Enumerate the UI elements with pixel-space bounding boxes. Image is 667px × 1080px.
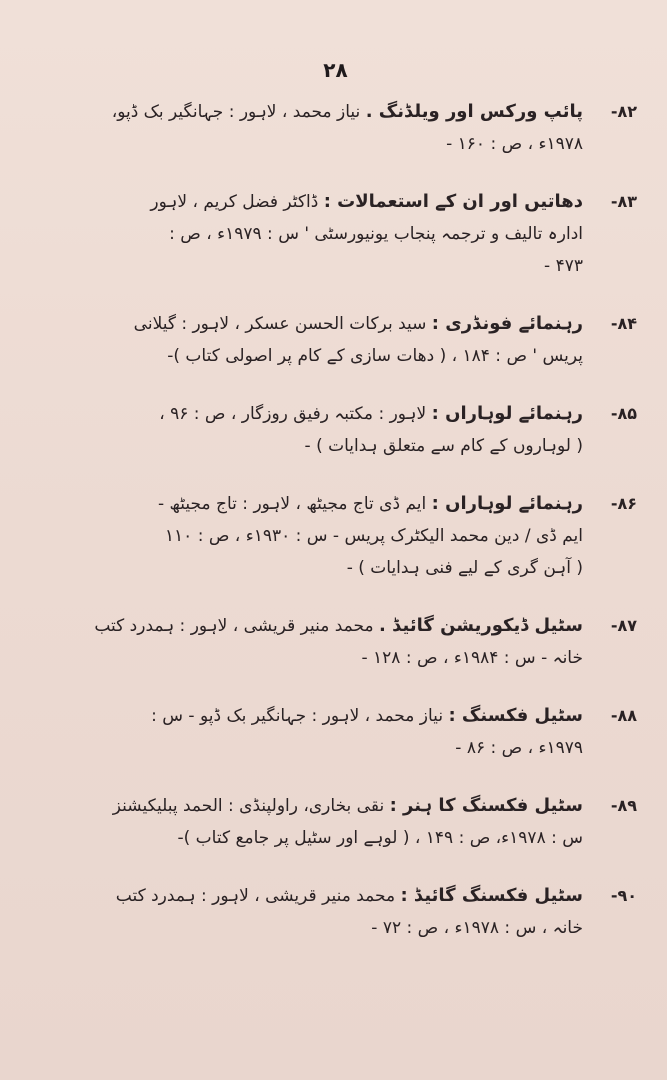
entry-body bbox=[34, 96, 583, 160]
entry-details: لاہور : مکتبہ رفیق روزگار ، ص : ۹۶ ، bbox=[159, 404, 427, 424]
bibliography-entry bbox=[34, 186, 637, 282]
entry-title: دھاتیں اور ان کے استعمالات : bbox=[323, 191, 583, 212]
bibliography-entry bbox=[34, 610, 637, 674]
entry-first-line bbox=[34, 700, 583, 732]
entry-continuation-line: خانہ ، س : ۱۹۷۸ء ، ص : ۷۲ - bbox=[371, 918, 583, 938]
entry-continuation-line: ( آہن گری کے لیے فنی ہدایات ) - bbox=[346, 558, 583, 578]
entry-body bbox=[34, 880, 583, 944]
entry-body bbox=[34, 610, 583, 674]
entry-title: سٹیل فکسنگ : bbox=[448, 705, 583, 726]
entry-details: نقی بخاری، راولپنڈی : الحمد پبلیکیشنز bbox=[112, 796, 385, 816]
entry-details: محمد منیر قریشی ، لاہور : ہمدرد کتب bbox=[94, 616, 374, 636]
entry-number: ۸۲- bbox=[610, 102, 637, 121]
entry-number: ۸۶- bbox=[610, 494, 637, 513]
entry-number: ۸۴- bbox=[610, 314, 637, 333]
entry-title: سٹیل فکسنگ کا ہنر : bbox=[389, 795, 583, 816]
entry-details: نیاز محمد ، لاہور : جہانگیر بک ڈپو، bbox=[111, 102, 361, 122]
entry-continuation-line: خانہ - س : ۱۹۸۴ء ، ص : ۱۲۸ - bbox=[361, 648, 583, 668]
bibliography-entry bbox=[34, 700, 637, 764]
entry-first-line bbox=[34, 308, 583, 340]
entry-body bbox=[34, 398, 583, 462]
entry-continuation-line: ادارہ تالیف و ترجمہ پنجاب یونیورسٹی ' س : ۱۹۷۹ء ، ص : bbox=[169, 224, 583, 244]
entry-details: محمد منیر قریشی ، لاہور : ہمدرد کتب bbox=[115, 886, 396, 906]
entry-title: پائپ ورکس اور ویلڈنگ . bbox=[365, 101, 583, 122]
bibliography-entry bbox=[34, 96, 637, 160]
entry-number: ۸۸- bbox=[610, 706, 637, 725]
entry-continuation-line: پریس ' ص : ۱۸۴ ، ( دھات سازی کے کام پر اصولی کتاب )- bbox=[167, 346, 583, 366]
entry-body bbox=[34, 186, 583, 282]
entry-continuation-line: ۱۹۷۹ء ، ص : ۸۶ - bbox=[455, 738, 583, 758]
bibliography-entry bbox=[34, 790, 637, 854]
bibliography-entry bbox=[34, 308, 637, 372]
entry-title: رہنمائے فونڈری : bbox=[431, 313, 583, 334]
entry-continuation-line: ایم ڈی / دین محمد الیکٹرک پریس - س : ۱۹۳۰ء ، ص : ۱۱۰ bbox=[164, 526, 583, 546]
entry-first-line bbox=[34, 398, 583, 430]
entry-body bbox=[34, 790, 583, 854]
entry-continuation-line: س : ۱۹۷۸ء، ص : ۱۴۹ ، ( لوہے اور سٹیل پر جامع کتاب )- bbox=[177, 828, 583, 848]
bibliography-entry bbox=[34, 488, 637, 584]
bibliography-entry bbox=[34, 398, 637, 462]
entry-first-line bbox=[34, 186, 583, 218]
page-number: ۲۸ bbox=[323, 58, 348, 82]
entry-first-line bbox=[34, 610, 583, 642]
entry-body bbox=[34, 488, 583, 584]
entry-continuation-line: ۴۷۳ - bbox=[544, 256, 583, 276]
entry-number: ۸۵- bbox=[610, 404, 637, 423]
entry-first-line bbox=[34, 96, 583, 128]
entry-first-line bbox=[34, 790, 583, 822]
entry-body bbox=[34, 700, 583, 764]
entry-number: ۸۹- bbox=[610, 796, 637, 815]
entry-body bbox=[34, 308, 583, 372]
bibliography-entry bbox=[34, 880, 637, 944]
entry-continuation-line: ( لوہاروں کے کام سے متعلق ہدایات ) - bbox=[304, 436, 583, 456]
entry-number: ۸۷- bbox=[610, 616, 637, 635]
entry-details: ایم ڈی تاج مجیٹھ ، لاہور : تاج مجیٹھ - bbox=[158, 494, 427, 514]
bibliography-list bbox=[34, 96, 637, 944]
entry-first-line bbox=[34, 880, 583, 912]
entry-continuation-line: ۱۹۷۸ء ، ص : ۱۶۰ - bbox=[446, 134, 583, 154]
entry-title: سٹیل ڈیکوریشن گائیڈ . bbox=[379, 615, 583, 636]
entry-number: ۹۰- bbox=[610, 886, 637, 905]
entry-first-line bbox=[34, 488, 583, 520]
entry-title: رہنمائے لوہاراں : bbox=[431, 403, 583, 424]
entry-details: نیاز محمد ، لاہور : جہانگیر بک ڈپو - س : bbox=[151, 706, 444, 726]
entry-title: رہنمائے لوہاراں : bbox=[431, 493, 583, 514]
entry-details: سید برکات الحسن عسکر ، لاہور : گیلانی bbox=[133, 314, 427, 334]
entry-details: ڈاکٹر فضل کریم ، لاہور bbox=[150, 192, 319, 212]
entry-number: ۸۳- bbox=[610, 192, 637, 211]
entry-title: سٹیل فکسنگ گائیڈ : bbox=[400, 885, 583, 906]
